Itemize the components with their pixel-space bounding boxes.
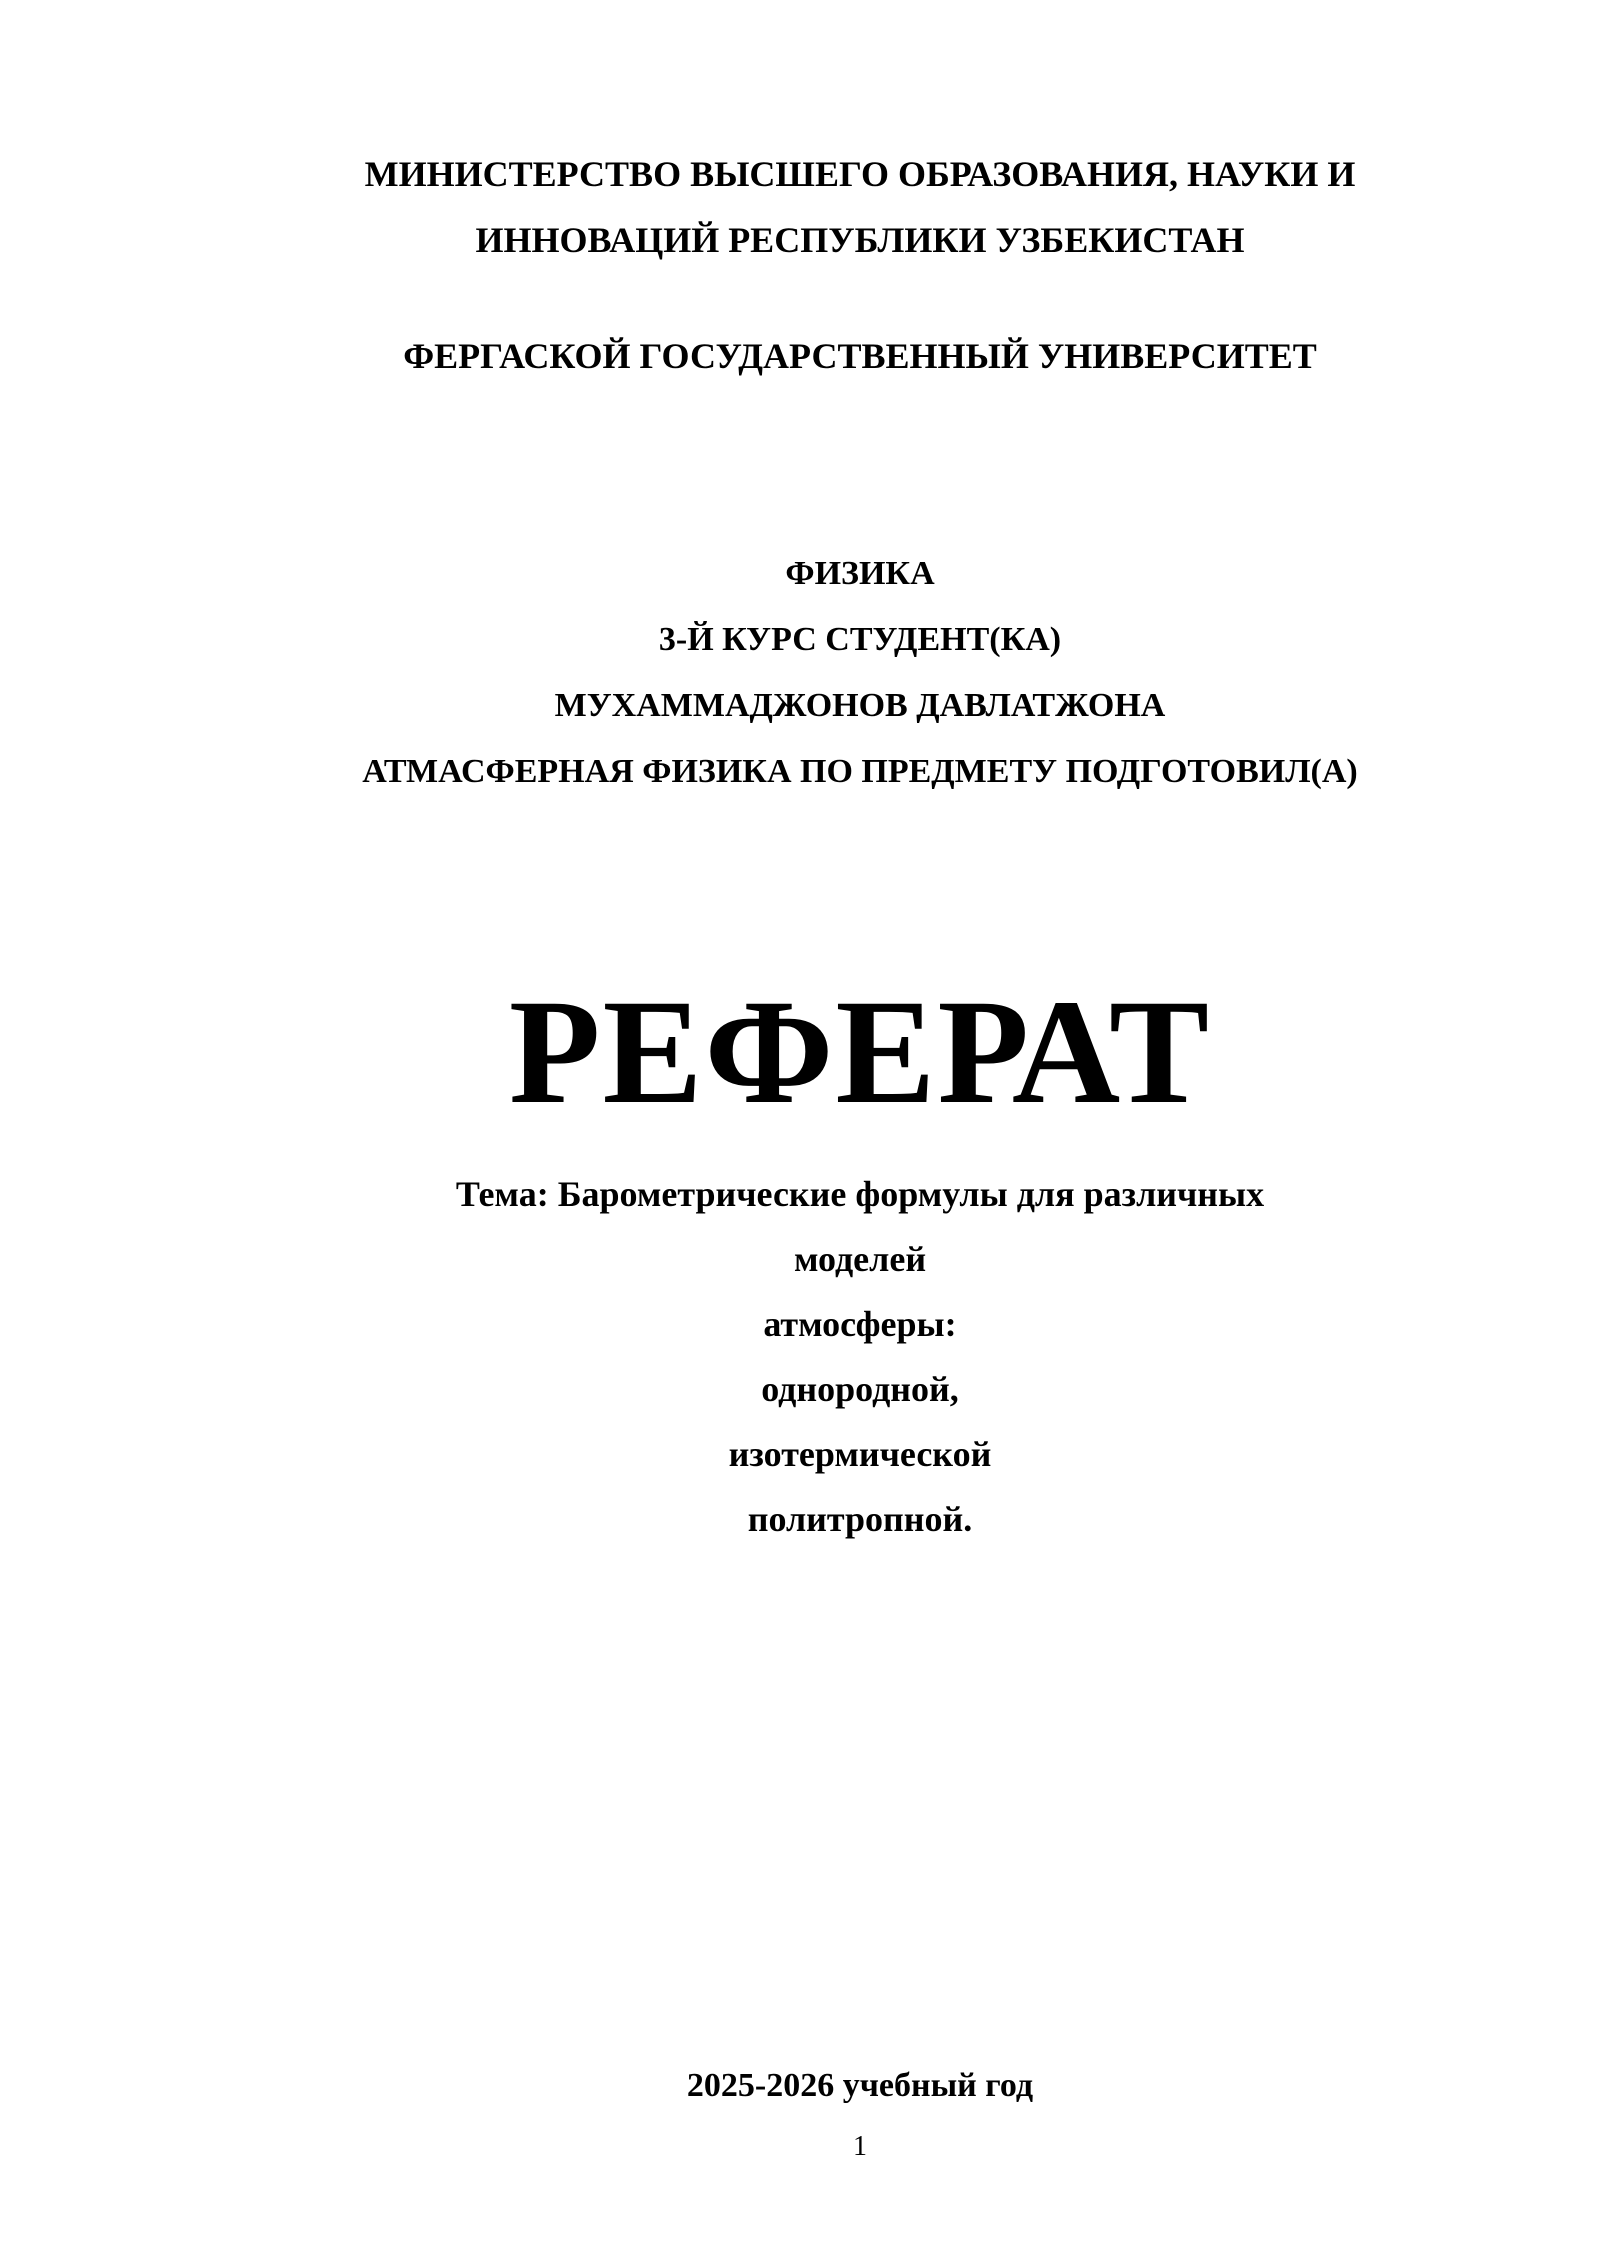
topic-line: политропной. (747, 1499, 973, 1539)
topic-line: атмосферы: (763, 1304, 957, 1344)
document-title: РЕФЕРАТ (508, 969, 1212, 1135)
course-line: 3-Й КУРС СТУДЕНТ(КА) (658, 621, 1062, 658)
topic-line: моделей (793, 1239, 927, 1279)
subject-line: АТМАСФЕРНАЯ ФИЗИКА ПО ПРЕДМЕТУ ПОДГОТОВИЛ(А) (362, 753, 1358, 790)
university-name: ФЕРГАСКОЙ ГОСУДАРСТВЕННЫЙ УНИВЕРСИТЕТ (403, 336, 1317, 376)
topic-line: Тема: Барометрические формулы для различных (455, 1174, 1265, 1214)
topic-line: однородной, (761, 1369, 959, 1409)
faculty-name: ФИЗИКА (785, 555, 935, 592)
page-number: 1 (853, 2131, 867, 2162)
student-name: МУХАММАДЖОНОВ ДАВЛАТЖОНА (554, 687, 1166, 724)
topic-line: изотермической (728, 1434, 992, 1474)
ministry-line-1: МИНИСТЕРСТВО ВЫСШЕГО ОБРАЗОВАНИЯ, НАУКИ И (364, 154, 1356, 194)
academic-year: 2025-2026 учебный год (686, 2067, 1034, 2104)
ministry-line-2: ИННОВАЦИЙ РЕСПУБЛИКИ УЗБЕКИСТАН (475, 220, 1245, 260)
